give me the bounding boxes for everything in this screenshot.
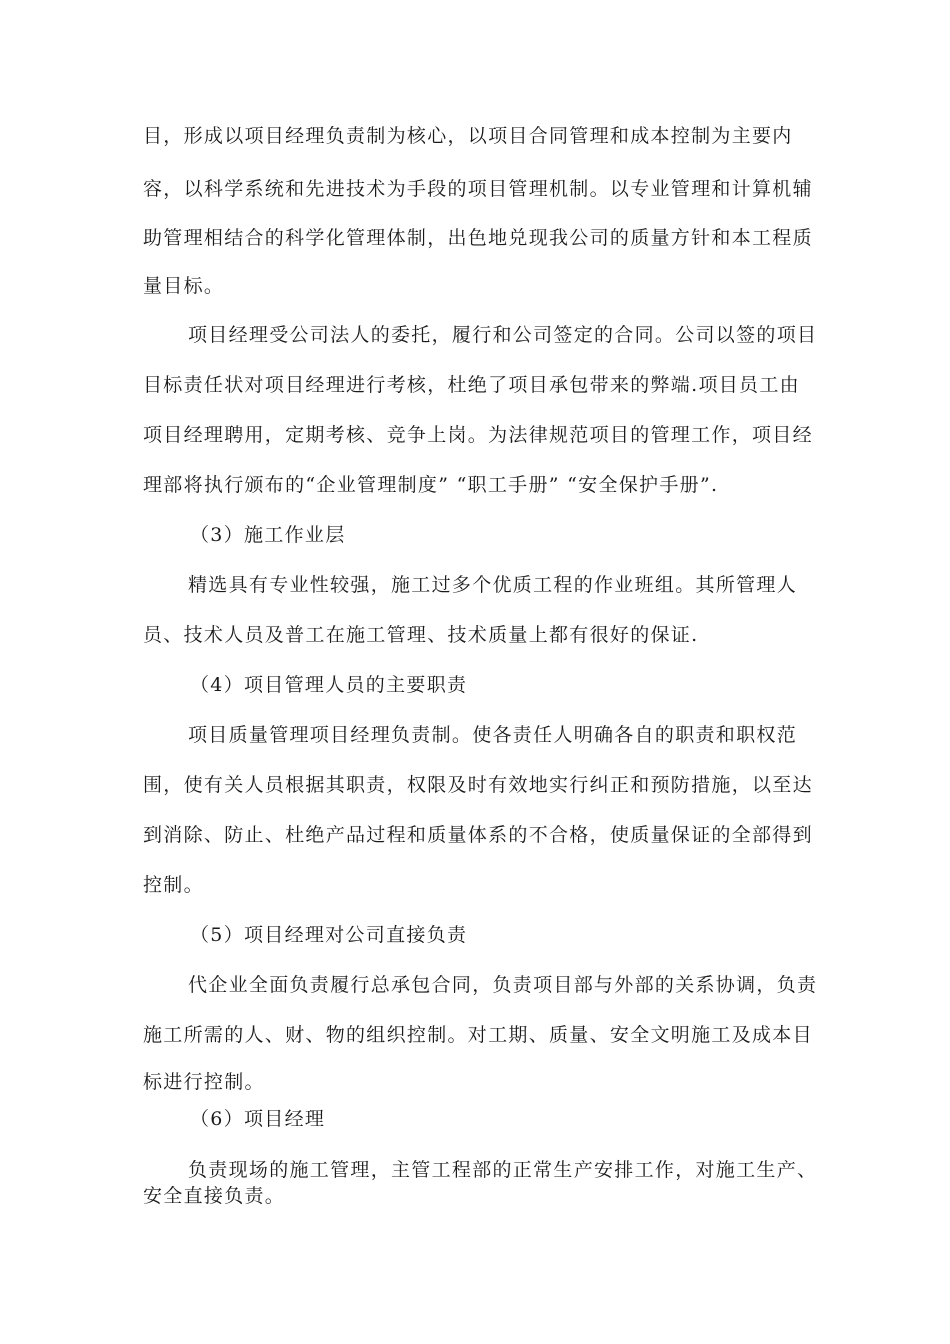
section-heading: （3）施工作业层 bbox=[190, 524, 346, 546]
section-heading: （5）项目经理对公司直接负责 bbox=[190, 924, 468, 946]
paragraph-line: 控制。 bbox=[143, 874, 204, 896]
paragraph-line: 目标责任状对项目经理进行考核，杜绝了项目承包带来的弊端.项目员工由 bbox=[143, 374, 800, 396]
paragraph-line: 精选具有专业性较强，施工过多个优质工程的作业班组。其所管理人 bbox=[188, 574, 798, 596]
paragraph-line: 员、技术人员及普工在施工管理、技术质量上都有很好的保证. bbox=[143, 624, 699, 646]
section-heading: （6）项目经理 bbox=[190, 1108, 326, 1130]
paragraph-line: 标进行控制。 bbox=[143, 1071, 265, 1093]
paragraph-line: 目，形成以项目经理负责制为核心，以项目合同管理和成本控制为主要内 bbox=[143, 125, 793, 147]
paragraph-line: 项目经理受公司法人的委托，履行和公司签定的合同。公司以签的项目 bbox=[188, 324, 818, 346]
paragraph-line: 量目标。 bbox=[143, 275, 225, 297]
paragraph-line: 理部将执行颁布的“企业管理制度” “职工手册” “安全保护手册”. bbox=[143, 474, 719, 496]
paragraph-line: 项目经理聘用，定期考核、竞争上岗。为法律规范项目的管理工作，项目经 bbox=[143, 424, 813, 446]
paragraph-line: 代企业全面负责履行总承包合同，负责项目部与外部的关系协调，负责 bbox=[188, 974, 818, 996]
paragraph-line: 施工所需的人、财、物的组织控制。对工期、质量、安全文明施工及成本目 bbox=[143, 1024, 813, 1046]
paragraph-line: 项目质量管理项目经理负责制。使各责任人明确各自的职责和职权范 bbox=[188, 724, 798, 746]
paragraph-line: 围，使有关人员根据其职责，权限及时有效地实行纠正和预防措施，以至达 bbox=[143, 774, 813, 796]
paragraph-line: 安全直接负责。 bbox=[143, 1185, 286, 1207]
paragraph-line: 到消除、防止、杜绝产品过程和质量体系的不合格，使质量保证的全部得到 bbox=[143, 824, 813, 846]
paragraph-line: 助管理相结合的科学化管理体制，出色地兑现我公司的质量方针和本工程质 bbox=[143, 227, 813, 249]
paragraph-line: 容，以科学系统和先进技术为手段的项目管理机制。以专业管理和计算机辅 bbox=[143, 178, 813, 200]
paragraph-line: 负责现场的施工管理，主管工程部的正常生产安排工作，对施工生产、 bbox=[188, 1159, 818, 1181]
section-heading: （4）项目管理人员的主要职责 bbox=[190, 674, 468, 696]
